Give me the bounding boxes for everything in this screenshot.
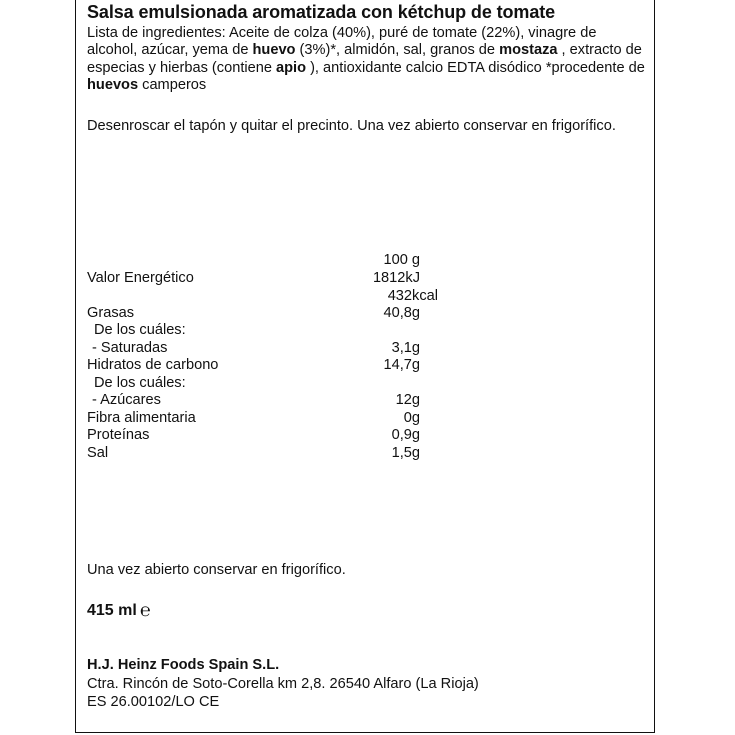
- nutrient-label: Sal: [87, 445, 109, 461]
- energy-kj: 1812kJ: [372, 270, 420, 286]
- nutrient-label: - Azúcares: [92, 392, 161, 408]
- nutrient-label: De los cuáles:: [94, 375, 186, 391]
- energy-kcal: 432kcal: [387, 288, 438, 304]
- ingredients-text-4: ), antioxidante calcio EDTA disódico *procedente de: [306, 59, 645, 76]
- ingredients-text-2: (3%)*, almidón, sal, granos de: [295, 42, 500, 59]
- nutrient-value: 40,8g: [383, 305, 420, 321]
- allergen-mustard: mostaza: [499, 42, 558, 59]
- nutrient-value: 14,7g: [383, 357, 420, 373]
- energy-label: Valor Energético: [87, 270, 194, 286]
- nutrient-label: Fibra alimentaria: [87, 410, 196, 426]
- health-registry: ES 26.00102/LO CE: [87, 694, 220, 710]
- allergen-egg: huevo: [252, 42, 296, 59]
- nutrient-value: 0g: [403, 410, 420, 426]
- ingredients-text-1: Lista de ingredientes: Aceite de colza (40%), puré de tomate (22%), vinagre de alcohol, azúcar, yema de: [87, 25, 597, 59]
- nutrient-label: Hidratos de carbono: [87, 357, 219, 373]
- company-name: H.J. Heinz Foods Spain S.L.: [87, 657, 280, 673]
- net-volume: [87, 600, 151, 621]
- nutrient-value: 0,9g: [391, 427, 420, 443]
- ingredients-text-3: , extracto de especias y hierbas (contiene: [87, 42, 642, 76]
- nutrient-value: 1,5g: [391, 445, 420, 461]
- ingredients-text-5: camperos: [138, 77, 207, 94]
- estimated-sign-icon: ℮: [139, 600, 151, 620]
- product-title: Salsa emulsionada aromatizada con kétchup de tomate: [87, 2, 556, 22]
- nutrient-label: - Saturadas: [92, 340, 168, 356]
- allergen-eggs: huevos: [87, 77, 139, 94]
- nutrient-label: Grasas: [87, 305, 135, 321]
- nutrient-label: De los cuáles:: [94, 322, 186, 338]
- allergen-celery: apio: [276, 59, 307, 76]
- nutrient-label: Proteínas: [87, 427, 150, 443]
- storage-note: Una vez abierto conservar en frigorífico.: [87, 562, 346, 578]
- company-address: Ctra. Rincón de Soto-Corella km 2,8. 26540 Alfaro (La Rioja): [87, 676, 479, 692]
- ingredients-list: [87, 25, 647, 95]
- nutrient-value: 3,1g: [391, 340, 420, 356]
- opening-instructions: Desenroscar el tapón y quitar el precinto. Una vez abierto conservar en frigorífico.: [87, 118, 616, 134]
- nutrition-header: 100 g: [383, 252, 420, 268]
- nutrient-value: 12g: [395, 392, 420, 408]
- volume-value: 415 ml: [87, 602, 137, 619]
